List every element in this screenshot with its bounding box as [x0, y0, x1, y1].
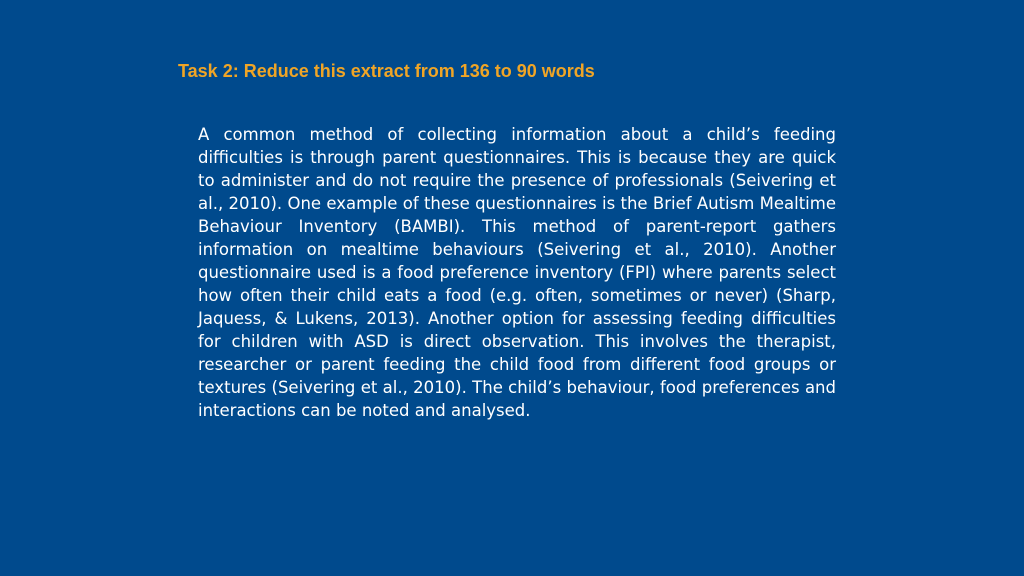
slide-title: Task 2: Reduce this extract from 136 to 90 words — [178, 61, 595, 81]
extract-paragraph: A common method of collecting information about a child’s feeding difficulties is through parent questionnaires. This is because they are quick to administer and do not require the presence of professionals (Seivering et al., 2010). One example of these questionnaires is the Brief Autism Mealtime Behaviour Inventory (BAMBI). This method of parent-report gathers information on mealtime behaviours (Seivering et al., 2010). Another questionnaire used is a food preference inventory (FPI) where parents select how often their child eats a food (e.g. often, sometimes or never) (Sharp, Jaquess, & Lukens, 2013). Another option for assessing feeding difficulties for children with ASD is direct observation. This involves the therapist, researcher or parent feeding the child food from different food groups or textures (Seivering et al., 2010). The child’s behaviour, food preferences and interactions can be noted and analysed. — [198, 125, 836, 420]
